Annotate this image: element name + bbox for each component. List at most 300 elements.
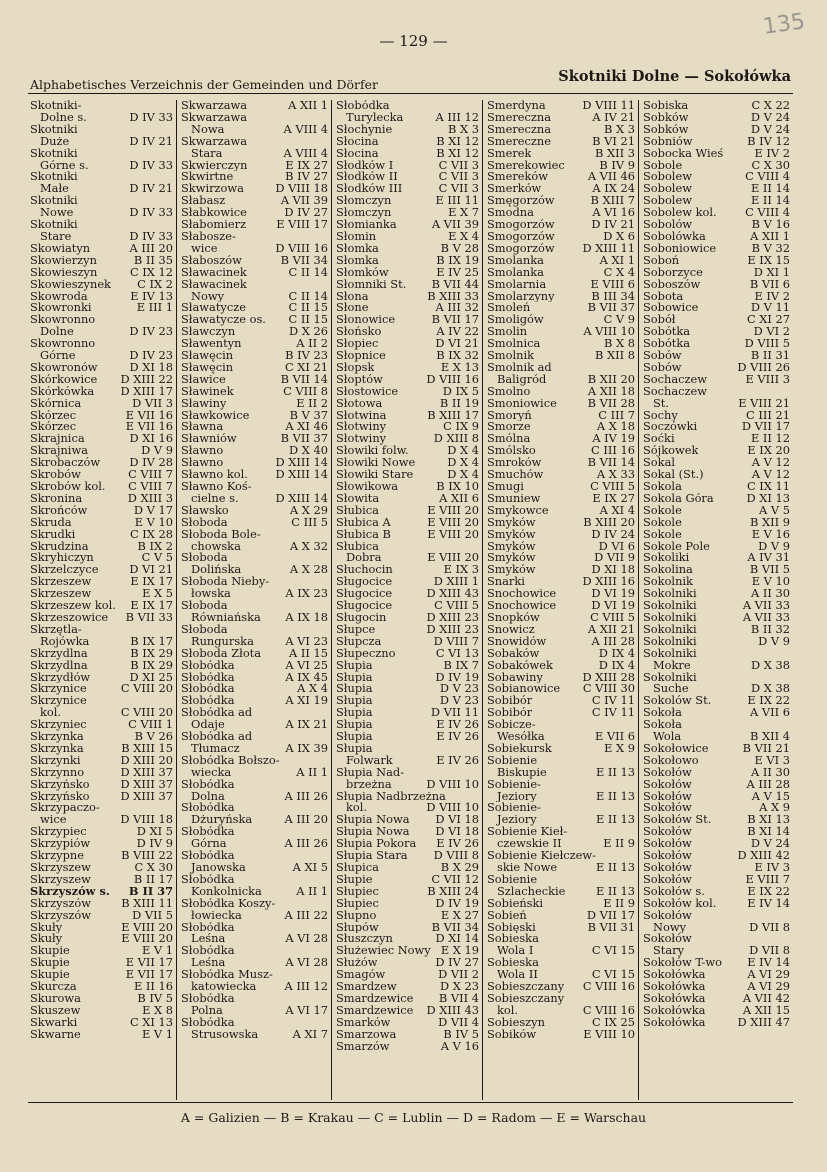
locality-name: Sługocice (336, 588, 393, 601)
locality-name: Sławatycze (181, 302, 246, 315)
map-reference: B III 34 (591, 288, 635, 303)
locality-name: Słomianka (336, 219, 397, 231)
map-reference: E II 13 (595, 883, 635, 898)
locality-name: Słopiec (336, 338, 379, 351)
map-reference: B XII 9 (750, 514, 790, 529)
map-reference: E VIII 20 (121, 919, 173, 934)
locality-name: Górna (191, 838, 227, 851)
locality-name: Polna (191, 1004, 223, 1017)
map-reference: D VIII 10 (426, 776, 479, 791)
map-reference: B VII 14 (587, 455, 635, 470)
map-reference: E X 4 (448, 228, 479, 243)
map-reference: E IX 27 (592, 490, 635, 505)
map-reference: B X 29 (440, 860, 479, 874)
locality-name: Sobieszczany (487, 981, 565, 993)
locality-name: Sokołów (643, 802, 692, 815)
locality-name: Sławno kol. (181, 469, 248, 481)
map-reference: C VIII 30 (582, 681, 635, 696)
locality-name: Smolnica (487, 338, 541, 351)
locality-name: Słupów (336, 921, 379, 934)
locality-name: Soboszów (643, 278, 701, 291)
locality-name: Wesółka (497, 731, 545, 743)
locality-name: Sokolniki (643, 635, 697, 648)
locality-name: Smólsko (487, 445, 536, 458)
locality-name: Sławacinek (181, 266, 247, 279)
map-reference: D X 40 (289, 443, 328, 458)
index-entry (181, 695, 328, 707)
map-reference: C VIII 20 (120, 705, 173, 720)
map-reference: D XIII 37 (120, 764, 173, 779)
page-range-heading: Skotniki Dolne — Sokołówka (558, 68, 791, 85)
map-reference: E VII 17 (125, 967, 173, 982)
locality-name: Sokolina (643, 564, 693, 577)
map-reference: A X 4 (297, 681, 328, 696)
map-reference: E VIII 21 (738, 395, 790, 410)
locality-name: Skwarzawa (181, 111, 248, 124)
map-reference: B V 16 (751, 217, 790, 232)
locality-name: Smagów (336, 969, 386, 982)
locality-name: Skrzeszowice (30, 611, 109, 624)
locality-name: Smoryń (487, 409, 532, 422)
locality-name: Smuniew (487, 492, 541, 505)
locality-name: Sobawiny (487, 671, 543, 684)
map-reference: D VII 11 (430, 705, 479, 720)
map-reference: E II 14 (750, 181, 790, 196)
locality-name: Sokolniki (643, 647, 697, 660)
map-reference: D VI 2 (753, 324, 790, 339)
locality-name: Skurcza (30, 981, 77, 993)
map-reference: D V 11 (750, 300, 790, 315)
locality-name: Słupiec (336, 885, 379, 898)
map-reference: A XI 1 (599, 252, 635, 267)
index-entry (30, 109, 173, 124)
map-reference: B V 37 (289, 407, 328, 422)
map-reference: A IX 24 (592, 181, 635, 196)
map-reference: E II 14 (750, 193, 790, 208)
locality-name: Skotniki (30, 195, 78, 208)
locality-name: Smarzów (336, 1040, 390, 1053)
map-reference: B V 26 (134, 729, 173, 744)
index-column-1 (30, 100, 176, 1100)
map-reference: A III 26 (284, 836, 328, 851)
locality-name: Słobódka Bołszo- (181, 754, 280, 767)
map-reference: A XII 6 (439, 490, 479, 505)
map-reference: C IX 9 (443, 419, 479, 434)
locality-name: Mokre (653, 659, 691, 672)
locality-name: Słabkowice (181, 207, 247, 220)
locality-name: Skotniki (30, 171, 78, 184)
locality-name: Skrzynka (30, 742, 84, 755)
locality-name: Smroków (487, 457, 542, 470)
locality-name: Sokołów (643, 826, 692, 839)
map-reference: E IV 14 (747, 955, 790, 970)
index-entry (181, 538, 328, 553)
map-reference: B IV 27 (285, 169, 328, 184)
map-reference: D X 4 (447, 467, 479, 482)
index-entry (487, 1026, 635, 1041)
map-reference: C III 16 (591, 443, 635, 458)
locality-name: Sobienie Kiełczew- (487, 850, 596, 862)
locality-name: Słomczyn (336, 207, 392, 220)
locality-name: Soboniowice (643, 242, 717, 255)
locality-name: Skrońców (30, 504, 88, 517)
locality-name: Skowieszynek (30, 278, 111, 291)
map-reference: E IX 22 (747, 693, 790, 708)
locality-name: Sławna (181, 421, 224, 434)
locality-name: Słodków II (336, 171, 398, 184)
map-reference: B VII 28 (587, 395, 635, 410)
map-reference: D XIII 37 (120, 776, 173, 791)
locality-name: Smykowce (487, 504, 549, 517)
locality-name: Sobienie- (487, 802, 541, 815)
map-reference: C X 30 (134, 860, 173, 874)
map-reference: E VIII 3 (745, 371, 790, 386)
index-entry (181, 862, 328, 874)
map-reference: D IV 27 (284, 205, 328, 220)
map-reference: B II 35 (133, 252, 173, 267)
map-reference: B IX 2 (137, 538, 173, 553)
locality-name: Sobików (487, 1028, 537, 1041)
map-reference: E IX 15 (747, 252, 790, 267)
index-entry (643, 707, 790, 719)
locality-name: Smolanka (487, 254, 544, 267)
map-reference: A VII 39 (431, 217, 479, 232)
locality-name: Sławentyn (181, 338, 242, 351)
locality-name: Sokołówka (643, 981, 706, 993)
map-reference: D IV 21 (129, 181, 173, 196)
locality-name: Nowa (191, 123, 225, 136)
map-reference: A VI 29 (747, 979, 790, 994)
locality-name: Sobieska (487, 933, 539, 946)
locality-name: Skryhiczyn (30, 552, 94, 565)
locality-name: Słomczyn (336, 195, 392, 208)
map-reference: C IX 11 (746, 479, 790, 493)
locality-name: Sławęcin (181, 361, 234, 374)
map-reference: D XI 25 (129, 669, 173, 684)
map-reference: D IV 9 (136, 836, 173, 851)
map-reference: E IV 13 (130, 288, 173, 303)
map-reference: A III 22 (284, 907, 328, 922)
map-reference: A III 26 (284, 788, 328, 803)
locality-name: Skruda (30, 516, 72, 529)
locality-name: Sławno Koś- (181, 481, 252, 493)
index-entry (181, 1026, 328, 1041)
locality-name: Słobódka (181, 671, 235, 684)
locality-name: Sobakówek (487, 659, 553, 672)
locality-name: Skrzeszew kol. (30, 600, 116, 612)
locality-name: Tłumacz (191, 742, 240, 755)
map-reference: C VII 3 (438, 169, 479, 184)
map-reference: A X 9 (759, 800, 790, 815)
locality-name: Słupia (336, 731, 373, 743)
locality-name: Smyków (487, 552, 536, 565)
index-entry (487, 764, 635, 779)
map-reference: E VIII 6 (590, 276, 635, 291)
map-reference: B XII 3 (595, 145, 635, 160)
map-reference: C XI 27 (746, 312, 790, 327)
locality-name: Służów (336, 957, 378, 970)
map-reference: A X 18 (596, 419, 635, 434)
map-reference: A III 20 (284, 812, 328, 827)
locality-name: kol. (346, 802, 368, 815)
map-reference: D IV 23 (129, 348, 173, 363)
locality-name: Sokolów St. (643, 695, 712, 708)
map-reference: D VIII 8 (433, 848, 479, 863)
map-reference: C IX 12 (129, 264, 173, 279)
map-reference: B X 3 (448, 121, 479, 136)
locality-name: Sokołów (643, 766, 692, 779)
map-reference: D VII 8 (749, 943, 790, 958)
locality-name: Skowronki (30, 302, 92, 315)
locality-name: Dżuryńska (191, 814, 253, 827)
map-reference: D VII 4 (438, 1014, 479, 1029)
locality-name: Sokolniki (643, 671, 697, 684)
locality-name: Skrobów kol. (30, 481, 106, 493)
locality-name: Sokołów (643, 873, 692, 886)
locality-name: Słoboda Bole- (181, 528, 261, 541)
locality-name: Smyków (487, 564, 536, 577)
locality-name: Suche (653, 683, 689, 696)
map-reference: C VIII 20 (120, 681, 173, 696)
map-reference: A II 30 (751, 586, 790, 601)
map-reference: D V 24 (750, 836, 790, 851)
map-reference: A IX 21 (285, 717, 328, 732)
map-reference: D IV 23 (129, 324, 173, 339)
map-reference: D VIII 7 (433, 633, 479, 648)
locality-name: Sochaczew (643, 385, 708, 398)
pencil-page-annotation: 135 (761, 9, 807, 40)
locality-name: Smolno (487, 385, 531, 398)
map-reference: D V 23 (439, 693, 479, 708)
locality-name: Smoleń (487, 302, 531, 315)
map-reference: D VI 6 (598, 538, 635, 553)
map-reference: C VIII 4 (745, 205, 790, 220)
locality-name: Smereczna (487, 111, 552, 124)
locality-name: Smuchów (487, 469, 544, 481)
locality-name: Skrzynki (30, 754, 81, 767)
index-entry (487, 919, 635, 934)
index-entry (181, 814, 328, 826)
locality-name: Skwarne (30, 1028, 81, 1041)
locality-name: Skowieszyn (30, 266, 98, 279)
locality-name: Sławiny (181, 397, 227, 410)
locality-name: łowiecka (191, 909, 242, 922)
locality-name: Słocina (336, 135, 379, 148)
map-reference: B IX 19 (436, 252, 479, 267)
map-reference: C V 5 (141, 550, 173, 565)
map-reference: D XIII 14 (275, 455, 328, 470)
map-reference: E X 27 (440, 907, 479, 922)
map-reference: E IX 27 (285, 157, 328, 172)
locality-name: Sobienie (487, 873, 538, 886)
locality-name: Skwierczyn (181, 159, 248, 172)
index-entry (30, 207, 173, 219)
map-reference: A V 16 (440, 1038, 479, 1053)
map-reference: A III 32 (435, 300, 479, 315)
locality-name: Sobieszyn (487, 1016, 545, 1029)
locality-name: Smolin (487, 326, 528, 339)
locality-name: Sokołów (643, 790, 692, 803)
locality-name: Snarki (487, 576, 525, 589)
locality-name: Słobódka (181, 695, 235, 708)
locality-name: Skrzypiów (30, 838, 91, 851)
map-reference: D XI 1 (753, 264, 790, 279)
map-reference: D XIII 1 (433, 574, 479, 589)
map-reference: E VII 16 (125, 407, 173, 422)
map-reference: E IV 26 (436, 836, 479, 851)
locality-name: Rojówka (40, 635, 90, 648)
locality-name: łowska (191, 588, 231, 601)
map-reference: D XIII 14 (275, 490, 328, 505)
locality-name: Smereczna (487, 123, 552, 136)
locality-name: Sokołów (643, 838, 692, 851)
index-entry (181, 100, 328, 112)
locality-name: Słobódka (181, 802, 235, 815)
map-reference: B VII 6 (749, 276, 790, 291)
locality-name: Smolanka (487, 266, 544, 279)
map-reference: B VII 17 (431, 312, 479, 327)
map-reference: B VI 21 (592, 133, 635, 148)
locality-name: Słowiki Stare (336, 469, 414, 481)
locality-name: Sokołów T-wo (643, 957, 722, 970)
map-reference: D X 38 (751, 657, 790, 672)
locality-name: Słobódka (181, 921, 235, 934)
map-reference: D VII 5 (132, 907, 173, 922)
locality-name: Sobota (643, 290, 684, 303)
locality-name: Słona (336, 290, 369, 303)
index-entry (181, 588, 328, 600)
locality-name: Sochy (643, 409, 678, 422)
map-reference: D IV 19 (435, 895, 479, 910)
region-legend: A = Galizien — B = Krakau — C = Lublin — D = Radom — E = Warschau (180, 1110, 647, 1125)
map-reference: A VII 33 (742, 598, 790, 613)
index-entry (181, 1002, 328, 1017)
map-reference: A IV 22 (436, 324, 479, 339)
map-reference: B VII 37 (587, 300, 635, 315)
locality-name: Sobowice (643, 302, 699, 315)
locality-name: Skowiatyn (30, 242, 91, 255)
index-entry (336, 752, 479, 767)
locality-name: Sobibór (487, 707, 533, 720)
locality-name: Słobódka (181, 873, 235, 886)
locality-name: Górne (40, 350, 76, 362)
locality-name: Słone (336, 302, 369, 315)
locality-name: Skupie (30, 945, 70, 958)
locality-name: chowska (191, 540, 241, 553)
map-reference: A II 30 (751, 764, 790, 779)
locality-name: Skrzyszew (30, 862, 91, 874)
map-reference: E VII 16 (125, 419, 173, 434)
map-reference: B II 19 (439, 395, 479, 410)
locality-name: Sobków (643, 111, 689, 124)
locality-name: Sokołówka (643, 1016, 706, 1029)
locality-name: Sokołów (643, 909, 692, 922)
index-entry (181, 788, 328, 803)
locality-name: Skotniki (30, 147, 78, 160)
map-reference: D X 6 (603, 228, 635, 243)
locality-name: Sobolew kol. (643, 207, 717, 220)
map-reference: D VI 21 (435, 336, 479, 351)
locality-name: Sokole Pole (643, 540, 710, 553)
locality-name: Smolarnia (487, 278, 547, 291)
map-reference: A VII 46 (587, 169, 635, 184)
map-reference: A X 29 (289, 502, 328, 517)
map-reference: A IV 31 (747, 550, 790, 565)
map-reference: E X 13 (440, 359, 479, 374)
locality-name: Skotniki- (30, 100, 82, 112)
locality-name: Słabosze- (181, 230, 236, 243)
index-entry (643, 919, 790, 934)
locality-name: Sokołów (643, 933, 692, 946)
map-reference: A XII 1 (288, 100, 328, 112)
locality-name: Sobieszczany (487, 992, 565, 1005)
locality-name: Sokołowice (643, 742, 709, 755)
locality-name: Słubica (336, 540, 379, 553)
map-reference: B VII 34 (280, 252, 328, 267)
map-reference: E IV 25 (436, 264, 479, 279)
locality-name: brzeżna (346, 778, 392, 791)
map-reference: B X 8 (604, 336, 635, 351)
locality-name: Skurowa (30, 992, 81, 1005)
locality-name: Słupia Nowa (336, 814, 410, 827)
map-reference: A VI 28 (285, 955, 328, 970)
locality-name: Smyków (487, 516, 536, 529)
map-reference: A X 33 (596, 467, 635, 482)
map-reference: A VI 25 (285, 657, 328, 672)
locality-name: Sokoła (643, 719, 682, 732)
index-entry (30, 1026, 173, 1041)
map-reference: E II 13 (595, 788, 635, 803)
index-entry (181, 981, 328, 993)
locality-name: Słotwiny (336, 433, 387, 446)
map-reference: B IV 23 (285, 348, 328, 363)
index-entry (487, 707, 635, 719)
locality-name: Sokole (643, 516, 682, 529)
locality-name: wice (191, 242, 218, 255)
map-reference: E VII 17 (125, 955, 173, 970)
map-reference: A IX 39 (285, 740, 328, 755)
map-reference: D VIII 10 (426, 800, 479, 815)
locality-name: Sławinek (181, 385, 234, 398)
map-reference: E IX 17 (130, 574, 173, 589)
locality-name: Skrzyszów (30, 909, 92, 922)
map-reference: C III 5 (291, 514, 328, 529)
locality-name: Sokoliki (643, 552, 690, 565)
locality-name: Równiańska (191, 611, 261, 624)
locality-name: Słabasz (181, 195, 226, 208)
map-reference: B XIII 33 (427, 288, 479, 303)
locality-name: St. (653, 397, 670, 410)
locality-name: Słomków (336, 266, 389, 279)
map-reference: B VII 37 (280, 431, 328, 446)
locality-name: Słobódka Musz- (181, 969, 273, 982)
locality-name: kol. (40, 707, 62, 720)
index-entry (181, 957, 328, 969)
locality-name: Skrzynno (30, 766, 85, 779)
locality-name: Słupia Nowa (336, 826, 410, 839)
locality-name: Sokolnik (643, 576, 693, 589)
locality-name: Skrzyńsko (30, 790, 90, 803)
locality-name: Szlacheckie (497, 885, 566, 898)
map-reference: C VIII 5 (434, 598, 479, 613)
locality-name: Sokola Góra (643, 492, 714, 505)
map-reference: C VIII 8 (283, 383, 328, 398)
map-reference: D V 17 (133, 502, 173, 517)
locality-name: Nowy (191, 290, 225, 303)
map-reference: D XIII 22 (120, 371, 173, 386)
map-reference: A IV 19 (592, 431, 635, 446)
locality-name: Słodków I (336, 159, 394, 172)
